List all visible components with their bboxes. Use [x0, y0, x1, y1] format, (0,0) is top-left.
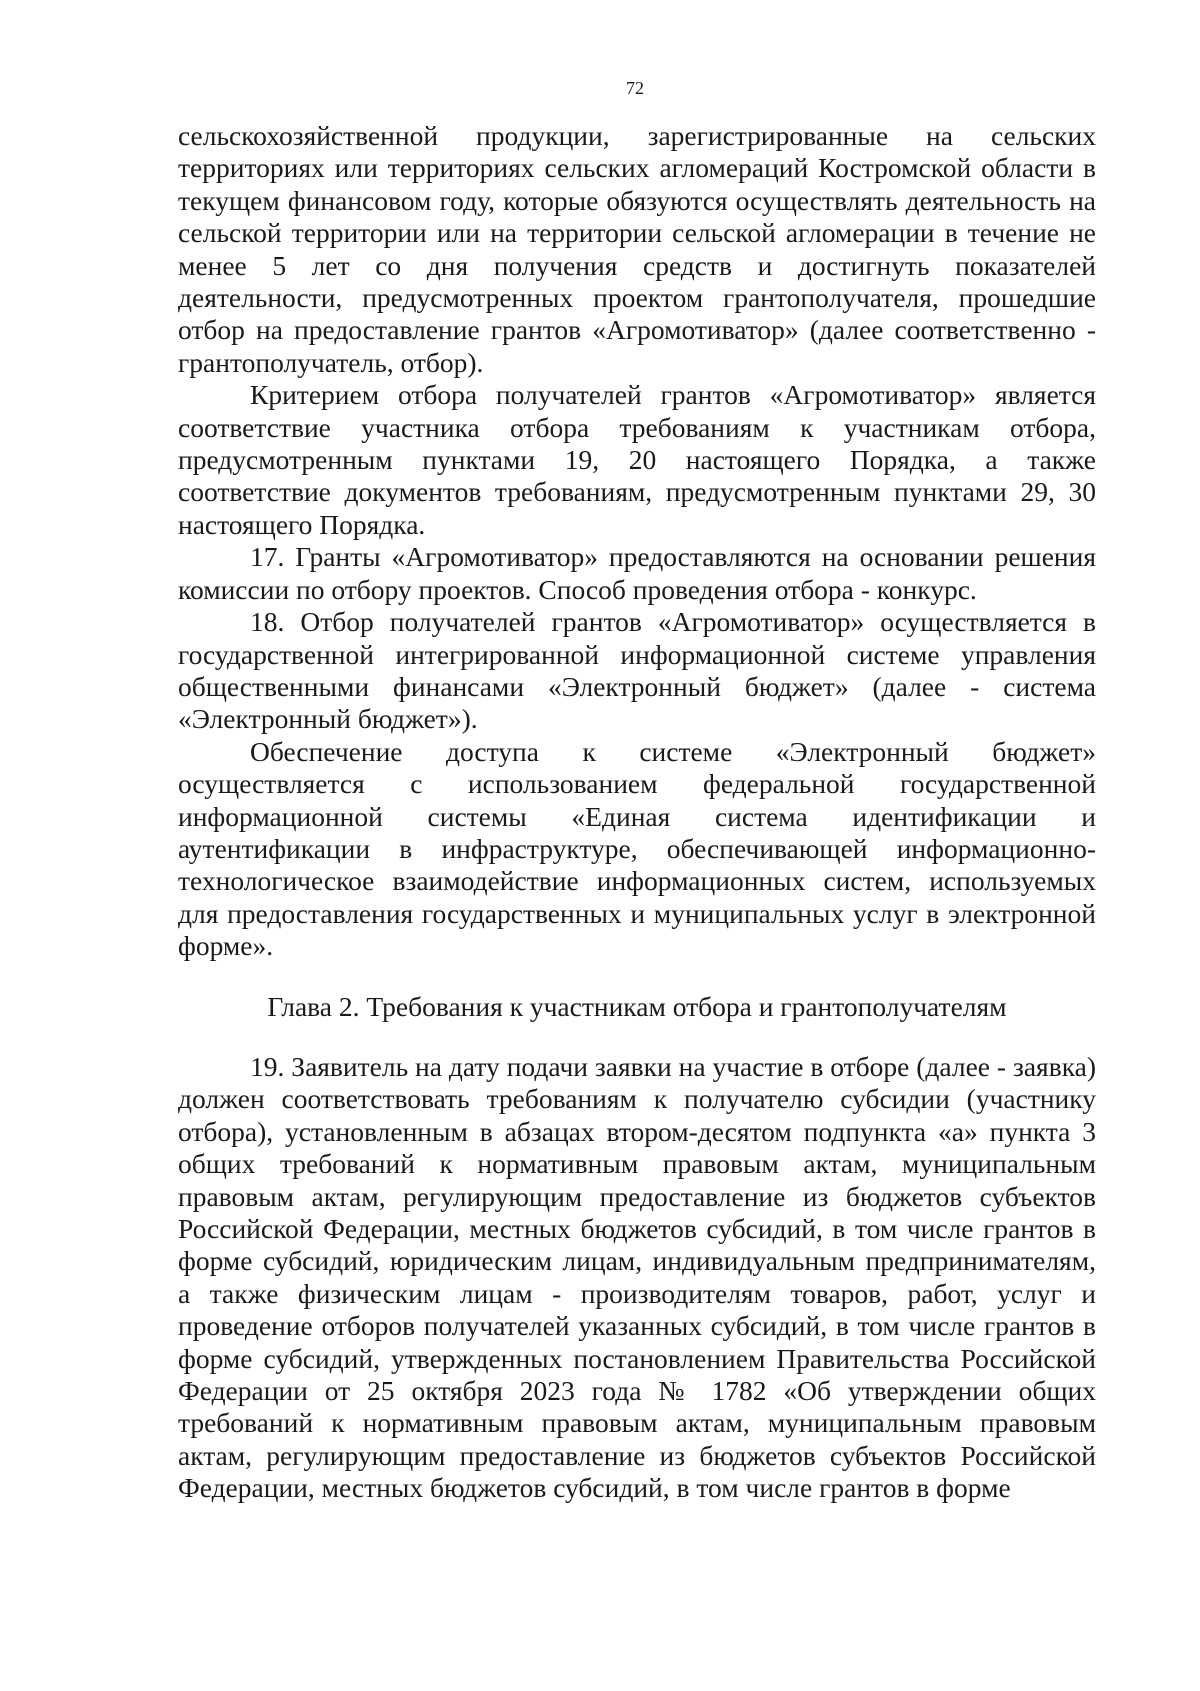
paragraph-item-19: 19. Заявитель на дату подачи заявки на участие в отборе (далее - заявка) должен соответствовать требованиям к получателю субсидии (участнику отбора), установленным в абзацах втором-десятом подпункта «а» пункта 3 общих требований к нормативным правовым актам, муниципальным правовым актам, регулирующим предоставление из бюджетов субъектов Российской Федерации, местных бюджетов субсидий, в том числе грантов в форме субсидий, юридическим лицам, индивидуальным предпринимателям, а также физическим лицам - производителям товаров, работ, услуг и проведение отборов получателей указанных субсидий, в том числе грантов в форме субсидий, утвержденных постановлением Правительства Российской Федерации от 25 октября 2023 года № 1782 «Об утверждении общих требований к нормативным правовым актам, муниципальным правовым актам, регулирующим предоставление из бюджетов субъектов Российской Федерации, местных бюджетов субсидий, в том числе грантов в форме — [178, 1050, 1096, 1504]
page-number: 72 — [626, 78, 644, 98]
paragraph-selection-criterion: Критерием отбора получателей грантов «Агромотиватор» является соответствие участника отбора требованиям к участникам отбора, предусмотренным пунктами 19, 20 настоящего Порядка, а также соответствие документов требованиям, предусмотренным пунктами 29, 30 настоящего Порядка. — [178, 379, 1096, 540]
paragraph-continuation: сельскохозяйственной продукции, зарегистрированные на сельских территориях или территориях сельских агломераций Костромской области в текущем финансовом году, которые обязуются осуществлять деятельность на сельской территории или на территории сельской агломерации в течение не менее 5 лет со дня получения средств и достигнуть показателей деятельности, предусмотренных проектом грантополучателя, прошедшие отбор на предоставление грантов «Агромотиватор» (далее соответственно - грантополучатель, отбор). — [178, 120, 1096, 378]
paragraph-item-17: 17. Гранты «Агромотиватор» предоставляются на основании решения комиссии по отбору проектов. Способ проведения отбора - конкурс. — [178, 541, 1096, 605]
chapter-heading: Глава 2. Требования к участникам отбора и грантополучателям — [267, 990, 1007, 1022]
paragraph-item-18: 18. Отбор получателей грантов «Агромотиватор» осуществляется в государственной интегрированной информационной системе управления общественными финансами «Электронный бюджет» (далее - система «Электронный бюджет»). — [178, 606, 1096, 735]
paragraph-access-provision: Обеспечение доступа к системе «Электронный бюджет» осуществляется с использованием федеральной государственной информационной системы «Единая система идентификации и аутентификации в инфраструктуре, обеспечивающей информационно-технологическое взаимодействие информационных систем, используемых для предоставления государственных и муниципальных услуг в электронной форме». — [178, 735, 1096, 962]
document-body — [178, 120, 1096, 1505]
